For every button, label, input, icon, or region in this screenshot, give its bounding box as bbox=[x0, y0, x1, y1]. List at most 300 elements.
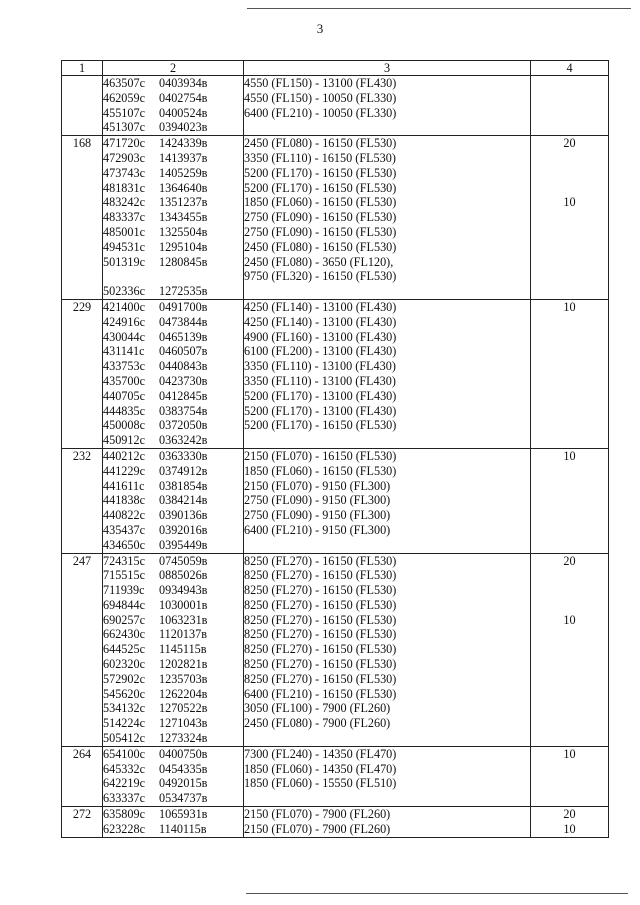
page-number: 3 bbox=[316, 21, 324, 36]
value-cell bbox=[531, 807, 609, 838]
altitude-range: 6400 (FL210) - 10050 (FL330) bbox=[244, 105, 397, 120]
altitude-range: 7300 (FL240) - 14350 (FL470) bbox=[244, 746, 397, 761]
value-entry bbox=[531, 776, 608, 791]
value-entry bbox=[531, 374, 608, 389]
altitude-range: 8250 (FL270) - 16150 (FL530) bbox=[244, 597, 397, 612]
coordinate-line bbox=[103, 613, 243, 628]
coordinate-line bbox=[103, 76, 243, 91]
latitude-code: 483337с bbox=[103, 210, 145, 225]
value-entry bbox=[531, 181, 608, 196]
longitude-code: 1295104в bbox=[159, 239, 208, 254]
table-row-group bbox=[62, 746, 609, 806]
altitude-range: 1850 (FL060) - 16150 (FL530) bbox=[244, 195, 397, 210]
bottom-rule bbox=[246, 893, 628, 894]
coordinate-line bbox=[103, 91, 243, 106]
coordinates-cell bbox=[103, 299, 244, 448]
latitude-code: 440705с bbox=[103, 388, 145, 403]
altitude-range: 6100 (FL200) - 13100 (FL430) bbox=[244, 344, 397, 359]
altitude-range: 1850 (FL060) - 15550 (FL510) bbox=[244, 776, 397, 791]
coordinate-line bbox=[103, 240, 243, 255]
coordinate-line bbox=[103, 479, 243, 494]
coordinate-line bbox=[103, 269, 243, 284]
value-entry bbox=[531, 598, 608, 613]
value-entry bbox=[531, 269, 608, 284]
coordinate-line bbox=[103, 389, 243, 404]
longitude-code: 1325504в bbox=[159, 224, 208, 239]
coordinate-line bbox=[103, 210, 243, 225]
value-entry bbox=[531, 76, 608, 91]
longitude-code: 0460507в bbox=[159, 344, 208, 359]
table-row-group bbox=[62, 807, 609, 838]
altitude-range: 4250 (FL140) - 13100 (FL430) bbox=[244, 314, 397, 329]
value-cell bbox=[531, 746, 609, 806]
coordinate-line bbox=[103, 195, 243, 210]
longitude-code: 0384214в bbox=[159, 493, 208, 508]
longitude-code: 1202821в bbox=[159, 657, 208, 672]
altitude-cell bbox=[244, 448, 531, 553]
value-entry bbox=[531, 225, 608, 240]
route-number: 247 bbox=[62, 553, 103, 746]
coordinate-line bbox=[103, 344, 243, 359]
value-entry bbox=[531, 389, 608, 404]
latitude-code: 645332с bbox=[103, 761, 145, 776]
coordinate-line bbox=[103, 106, 243, 121]
coordinates-cell bbox=[103, 807, 244, 838]
latitude-code: 455107с bbox=[103, 105, 145, 120]
latitude-code: 534132с bbox=[103, 701, 145, 716]
longitude-code: 1065931в bbox=[159, 807, 208, 822]
longitude-code: 1273324в bbox=[159, 731, 208, 746]
table-row-group bbox=[62, 299, 609, 448]
coordinate-line bbox=[103, 508, 243, 523]
coordinate-line bbox=[103, 284, 243, 299]
value-cell bbox=[531, 136, 609, 300]
coordinates-cell bbox=[103, 448, 244, 553]
value-cell bbox=[531, 448, 609, 553]
latitude-code: 435700с bbox=[103, 373, 145, 388]
value-entry bbox=[531, 493, 608, 508]
altitude-range: 2450 (FL080) - 7900 (FL260) bbox=[244, 716, 391, 731]
column-header-1: 1 bbox=[62, 61, 103, 76]
longitude-code: 1120137в bbox=[159, 627, 207, 642]
latitude-code: 545620с bbox=[103, 686, 145, 701]
longitude-code: 1271043в bbox=[159, 716, 208, 731]
longitude-code: 1272535в bbox=[159, 284, 208, 299]
altitude-range: 1850 (FL060) - 16150 (FL530) bbox=[244, 463, 397, 478]
value-entry bbox=[531, 240, 608, 255]
latitude-code: 494531с bbox=[103, 239, 145, 254]
value-entry bbox=[531, 642, 608, 657]
coordinate-line bbox=[103, 523, 243, 538]
altitude-range: 4550 (FL150) - 13100 (FL430) bbox=[244, 76, 397, 90]
table-row bbox=[62, 746, 609, 806]
coordinate-line bbox=[103, 776, 243, 791]
coordinate-line bbox=[103, 762, 243, 777]
value-entry bbox=[531, 433, 608, 448]
longitude-code: 0465139в bbox=[159, 329, 208, 344]
altitude-range: 4550 (FL150) - 10050 (FL330) bbox=[244, 90, 397, 105]
value-entry bbox=[531, 657, 608, 672]
altitude-cell bbox=[244, 553, 531, 746]
longitude-code: 0412845в bbox=[159, 388, 208, 403]
coordinate-line bbox=[103, 418, 243, 433]
coordinate-line bbox=[103, 330, 243, 345]
latitude-code: 642219с bbox=[103, 776, 145, 791]
latitude-code: 724315с bbox=[103, 553, 145, 568]
longitude-code: 0745059в bbox=[159, 553, 208, 568]
altitude-cell bbox=[244, 136, 531, 300]
longitude-code: 1235703в bbox=[159, 671, 208, 686]
table-row-group bbox=[62, 136, 609, 300]
longitude-code: 0381854в bbox=[159, 478, 208, 493]
altitude-range: 3350 (FL110) - 16150 (FL530) bbox=[244, 150, 396, 165]
longitude-code: 0492015в bbox=[159, 776, 208, 791]
value-entry bbox=[531, 210, 608, 225]
altitude-range: 4900 (FL160) - 13100 (FL430) bbox=[244, 329, 397, 344]
altitude-cell bbox=[244, 76, 531, 136]
coordinate-line bbox=[103, 701, 243, 716]
latitude-code: 633337с bbox=[103, 791, 145, 806]
value-entry bbox=[531, 762, 608, 777]
longitude-code: 0934943в bbox=[159, 583, 208, 598]
table-row bbox=[62, 448, 609, 553]
longitude-code: 0440843в bbox=[159, 359, 208, 374]
altitude-range: 6400 (FL210) - 16150 (FL530) bbox=[244, 686, 397, 701]
value-entry bbox=[531, 583, 608, 598]
coordinate-line bbox=[103, 433, 243, 448]
longitude-code: 0363330в bbox=[159, 448, 208, 463]
latitude-code: 472903с bbox=[103, 150, 145, 165]
latitude-code: 572902с bbox=[103, 671, 145, 686]
coordinate-line bbox=[103, 716, 243, 731]
latitude-code: 424916с bbox=[103, 314, 145, 329]
longitude-code: 0402754в bbox=[159, 90, 208, 105]
coordinate-line bbox=[103, 747, 243, 762]
coordinate-line bbox=[103, 359, 243, 374]
altitude-range: 3350 (FL110) - 13100 (FL430) bbox=[244, 359, 396, 374]
route-segments-table bbox=[61, 60, 609, 838]
latitude-code: 690257с bbox=[103, 612, 145, 627]
coordinate-line bbox=[103, 449, 243, 464]
altitude-range: 9750 (FL320) - 16150 (FL530) bbox=[244, 269, 397, 284]
value-entry: 10 bbox=[563, 195, 576, 210]
altitude-range: 2750 (FL090) - 16150 (FL530) bbox=[244, 210, 397, 225]
table-row bbox=[62, 807, 609, 838]
longitude-code: 1030001в bbox=[159, 597, 208, 612]
value-entry bbox=[531, 523, 608, 538]
coordinate-line bbox=[103, 657, 243, 672]
longitude-code: 0390136в bbox=[159, 508, 208, 523]
coordinates-cell bbox=[103, 553, 244, 746]
value-entry: 20 bbox=[563, 553, 576, 568]
value-entry bbox=[531, 701, 608, 716]
value-entry bbox=[531, 687, 608, 702]
longitude-code: 1270522в bbox=[159, 701, 208, 716]
coordinate-line bbox=[103, 374, 243, 389]
longitude-code: 0454335в bbox=[159, 761, 208, 776]
latitude-code: 431141с bbox=[103, 344, 145, 359]
altitude-cell bbox=[244, 807, 531, 838]
coordinate-line bbox=[103, 598, 243, 613]
latitude-code: 434650с bbox=[103, 537, 145, 552]
altitude-range: 2750 (FL090) - 9150 (FL300) bbox=[244, 493, 391, 508]
value-entry bbox=[531, 731, 608, 746]
coordinate-line bbox=[103, 791, 243, 806]
coordinate-line bbox=[103, 627, 243, 642]
altitude-range bbox=[244, 120, 530, 135]
table-row bbox=[62, 553, 609, 746]
latitude-code: 451307с bbox=[103, 120, 145, 135]
altitude-range: 5200 (FL170) - 16150 (FL530) bbox=[244, 180, 397, 195]
value-entry bbox=[531, 627, 608, 642]
value-entry bbox=[531, 330, 608, 345]
value-entry: 10 bbox=[563, 448, 576, 463]
longitude-code: 0372050в bbox=[159, 418, 208, 433]
altitude-range: 8250 (FL270) - 16150 (FL530) bbox=[244, 612, 397, 627]
latitude-code: 441611с bbox=[103, 478, 145, 493]
latitude-code: 462059с bbox=[103, 90, 145, 105]
value-entry bbox=[531, 106, 608, 121]
altitude-range: 2450 (FL080) - 16150 (FL530) bbox=[244, 239, 397, 254]
value-cell bbox=[531, 553, 609, 746]
coordinate-line bbox=[103, 315, 243, 330]
altitude-range: 8250 (FL270) - 16150 (FL530) bbox=[244, 642, 397, 657]
altitude-range: 5200 (FL170) - 16150 (FL530) bbox=[244, 418, 397, 433]
value-entry: 10 bbox=[563, 821, 576, 836]
altitude-range: 2150 (FL070) - 7900 (FL260) bbox=[244, 807, 391, 822]
latitude-code: 602320с bbox=[103, 657, 145, 672]
value-entry bbox=[531, 479, 608, 494]
altitude-range: 2150 (FL070) - 9150 (FL300) bbox=[244, 478, 391, 493]
table-row bbox=[62, 299, 609, 448]
altitude-range: 2450 (FL080) - 16150 (FL530) bbox=[244, 136, 397, 151]
table-row-group bbox=[62, 448, 609, 553]
route-number: 264 bbox=[62, 746, 103, 806]
coordinate-line bbox=[103, 538, 243, 553]
longitude-code: 1405259в bbox=[159, 165, 208, 180]
altitude-range: 2750 (FL090) - 9150 (FL300) bbox=[244, 508, 391, 523]
coordinate-line bbox=[103, 493, 243, 508]
latitude-code: 473743с bbox=[103, 165, 145, 180]
latitude-code: 623228с bbox=[103, 821, 145, 836]
latitude-code: 694844с bbox=[103, 597, 145, 612]
altitude-range bbox=[244, 731, 530, 746]
coordinate-line bbox=[103, 672, 243, 687]
longitude-code: 0395449в bbox=[159, 537, 208, 552]
column-header-3: 3 bbox=[244, 61, 531, 76]
value-entry bbox=[531, 418, 608, 433]
coordinate-line bbox=[103, 554, 243, 569]
value-entry: 20 bbox=[563, 136, 576, 151]
latitude-code: 440822с bbox=[103, 508, 145, 523]
longitude-code: 0473844в bbox=[159, 314, 208, 329]
coordinate-line bbox=[103, 166, 243, 181]
value-entry bbox=[531, 404, 608, 419]
longitude-code: 0534737в bbox=[159, 791, 208, 806]
coordinate-line bbox=[103, 731, 243, 746]
coordinate-line bbox=[103, 151, 243, 166]
longitude-code: 0400750в bbox=[159, 746, 208, 761]
latitude-code: 635809с bbox=[103, 807, 145, 822]
route-number: 272 bbox=[62, 807, 103, 838]
altitude-range: 8250 (FL270) - 16150 (FL530) bbox=[244, 583, 397, 598]
longitude-code: 0394023в bbox=[159, 120, 208, 135]
value-entry: 10 bbox=[563, 299, 576, 314]
latitude-code: 502336с bbox=[103, 284, 145, 299]
altitude-range bbox=[244, 433, 530, 448]
latitude-code: 485001с bbox=[103, 224, 145, 239]
column-header-2: 2 bbox=[103, 61, 244, 76]
altitude-range bbox=[244, 538, 530, 553]
table-row-group bbox=[62, 553, 609, 746]
coordinate-line bbox=[103, 642, 243, 657]
coordinates-cell bbox=[103, 136, 244, 300]
column-header-4: 4 bbox=[531, 61, 609, 76]
longitude-code: 1413937в bbox=[159, 150, 208, 165]
latitude-code: 444835с bbox=[103, 403, 145, 418]
altitude-range: 2150 (FL070) - 7900 (FL260) bbox=[244, 821, 391, 836]
coordinate-line bbox=[103, 225, 243, 240]
latitude-code: 662430с bbox=[103, 627, 145, 642]
coordinate-line bbox=[103, 464, 243, 479]
table-row bbox=[62, 136, 609, 300]
value-entry bbox=[531, 716, 608, 731]
coordinate-line bbox=[103, 404, 243, 419]
table-row bbox=[62, 76, 609, 136]
coordinate-line bbox=[103, 255, 243, 270]
altitude-range: 5200 (FL170) - 13100 (FL430) bbox=[244, 388, 397, 403]
longitude-code: 0374912в bbox=[159, 463, 208, 478]
value-entry bbox=[531, 791, 608, 806]
value-entry bbox=[531, 359, 608, 374]
latitude-code: 450912с bbox=[103, 433, 145, 448]
longitude-code: 0491700в bbox=[159, 299, 208, 314]
value-entry bbox=[531, 344, 608, 359]
longitude-code: 0423730в bbox=[159, 373, 208, 388]
value-entry: 10 bbox=[563, 746, 576, 761]
altitude-range: 1850 (FL060) - 14350 (FL470) bbox=[244, 761, 397, 776]
longitude-code: 1364640в bbox=[159, 180, 208, 195]
latitude-code: 435437с bbox=[103, 522, 145, 537]
longitude-code: 1145115в bbox=[159, 642, 207, 657]
longitude-code: 0363242в bbox=[159, 433, 208, 448]
value-entry bbox=[531, 508, 608, 523]
route-number bbox=[62, 76, 103, 136]
altitude-range: 5200 (FL170) - 13100 (FL430) bbox=[244, 403, 397, 418]
route-number: 232 bbox=[62, 448, 103, 553]
value-entry bbox=[531, 166, 608, 181]
altitude-range: 6400 (FL210) - 9150 (FL300) bbox=[244, 522, 391, 537]
coordinate-line bbox=[103, 300, 243, 315]
longitude-code: 1343455в bbox=[159, 210, 208, 225]
value-entry bbox=[531, 464, 608, 479]
longitude-code: 1140115в bbox=[159, 821, 207, 836]
latitude-code: 505412с bbox=[103, 731, 145, 746]
top-rule bbox=[247, 8, 631, 9]
longitude-code: 0403934в bbox=[159, 76, 208, 90]
longitude-code: 1351237в bbox=[159, 195, 208, 210]
coordinates-cell bbox=[103, 76, 244, 136]
longitude-code: 0392016в bbox=[159, 522, 208, 537]
altitude-range: 2150 (FL070) - 16150 (FL530) bbox=[244, 448, 397, 463]
altitude-range: 8250 (FL270) - 16150 (FL530) bbox=[244, 657, 397, 672]
altitude-range: 8250 (FL270) - 16150 (FL530) bbox=[244, 627, 397, 642]
coordinate-line bbox=[103, 807, 243, 822]
latitude-code: 481831с bbox=[103, 180, 145, 195]
value-entry bbox=[531, 284, 608, 299]
latitude-code: 463507с bbox=[103, 76, 145, 90]
value-entry bbox=[531, 91, 608, 106]
longitude-code: 1262204в bbox=[159, 686, 208, 701]
latitude-code: 433753с bbox=[103, 359, 145, 374]
latitude-code: 654100с bbox=[103, 746, 145, 761]
longitude-code: 1063231в bbox=[159, 612, 208, 627]
latitude-code: 644525с bbox=[103, 642, 145, 657]
value-entry bbox=[531, 672, 608, 687]
value-entry: 10 bbox=[563, 612, 576, 627]
coordinate-line bbox=[103, 583, 243, 598]
altitude-range: 2450 (FL080) - 3650 (FL120), bbox=[244, 254, 394, 269]
altitude-range: 4250 (FL140) - 13100 (FL430) bbox=[244, 299, 397, 314]
coordinate-line bbox=[103, 687, 243, 702]
coordinate-line bbox=[103, 568, 243, 583]
latitude-code: 421400с bbox=[103, 299, 145, 314]
latitude-code: 501319с bbox=[103, 254, 145, 269]
coordinate-line bbox=[103, 181, 243, 196]
coordinates-cell bbox=[103, 746, 244, 806]
altitude-range: 5200 (FL170) - 16150 (FL530) bbox=[244, 165, 397, 180]
table-row-group bbox=[62, 76, 609, 136]
latitude-code: 715515с bbox=[103, 568, 145, 583]
altitude-cell bbox=[244, 299, 531, 448]
value-cell bbox=[531, 299, 609, 448]
latitude-code: 514224с bbox=[103, 716, 145, 731]
table-header-row bbox=[62, 61, 609, 76]
latitude-code: 471720с bbox=[103, 136, 145, 151]
altitude-range: 2750 (FL090) - 16150 (FL530) bbox=[244, 224, 397, 239]
longitude-code: 0383754в bbox=[159, 403, 208, 418]
value-entry: 20 bbox=[563, 807, 576, 822]
latitude-code: 440212с bbox=[103, 448, 145, 463]
value-entry bbox=[531, 315, 608, 330]
latitude-code: 711939с bbox=[103, 583, 145, 598]
altitude-range bbox=[244, 791, 530, 806]
route-number: 229 bbox=[62, 299, 103, 448]
coordinate-line bbox=[103, 120, 243, 135]
longitude-code: 0885026в bbox=[159, 568, 208, 583]
route-number: 168 bbox=[62, 136, 103, 300]
altitude-range: 3350 (FL110) - 13100 (FL430) bbox=[244, 373, 396, 388]
value-cell bbox=[531, 76, 609, 136]
value-entry bbox=[531, 120, 608, 135]
value-entry bbox=[531, 255, 608, 270]
altitude-range bbox=[244, 284, 530, 299]
latitude-code: 483242с bbox=[103, 195, 145, 210]
altitude-range: 8250 (FL270) - 16150 (FL530) bbox=[244, 671, 397, 686]
value-entry bbox=[531, 151, 608, 166]
latitude-code: 441838с bbox=[103, 493, 145, 508]
altitude-range: 3050 (FL100) - 7900 (FL260) bbox=[244, 701, 391, 716]
altitude-range: 8250 (FL270) - 16150 (FL530) bbox=[244, 568, 397, 583]
latitude-code: 430044с bbox=[103, 329, 145, 344]
longitude-code: 1280845в bbox=[159, 254, 208, 269]
coordinate-line bbox=[103, 822, 243, 837]
longitude-code: 0400524в bbox=[159, 105, 208, 120]
coordinate-line bbox=[103, 136, 243, 151]
longitude-code: 1424339в bbox=[159, 136, 208, 151]
latitude-code: 450008с bbox=[103, 418, 145, 433]
latitude-code: 441229с bbox=[103, 463, 145, 478]
